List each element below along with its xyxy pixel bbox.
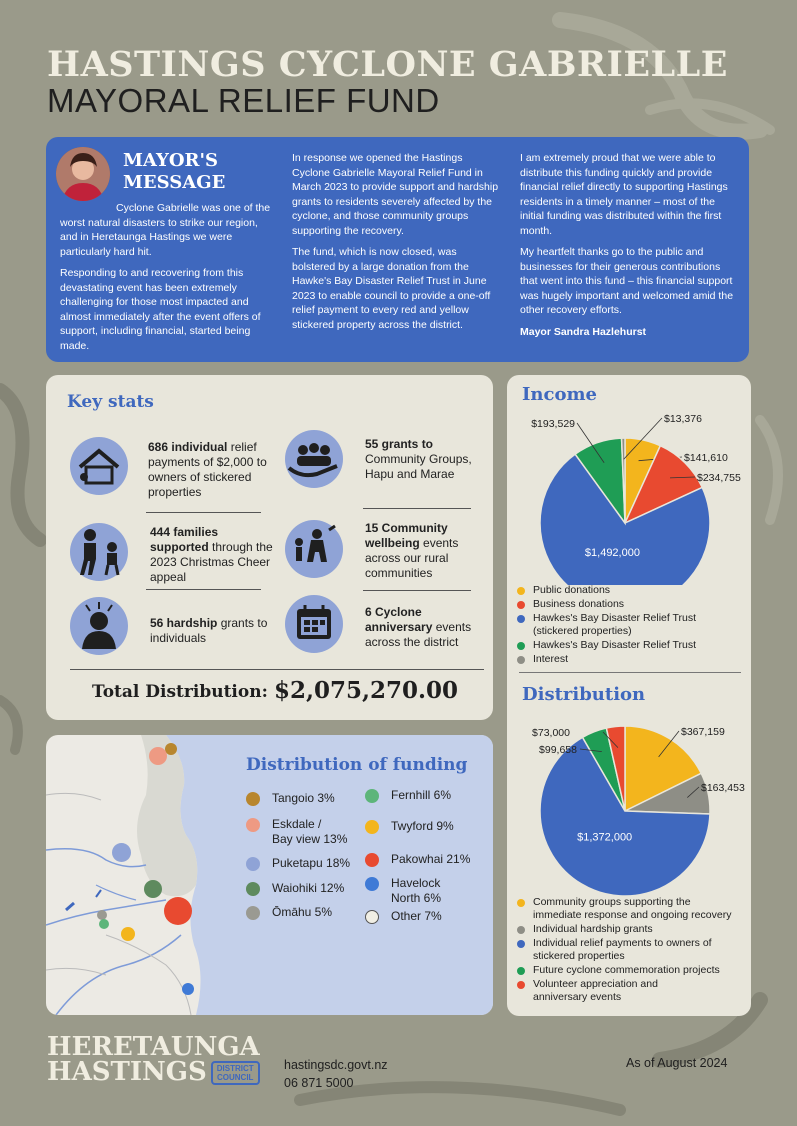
divider [146,512,261,513]
stat-text: through the 2023 Christmas Cheer appeal [150,540,273,584]
legend-dot [517,940,525,948]
legend-label: immediate response and ongoing recovery [533,909,732,921]
page-title-line1: HASTINGS CYCLONE GABRIELLE [47,44,728,85]
mayor-avatar [56,147,110,201]
pie-label: $1,492,000 [584,546,640,559]
pie-label: $13,376 [664,413,702,425]
legend-label: Individual relief payments to owners of [533,937,712,949]
map-marker-twyford [121,927,135,941]
legend-label: Business donations [533,598,625,610]
page-title-line2: MAYORAL RELIEF FUND [47,82,440,119]
total-distribution-label: Total Distribution: [92,682,268,702]
pie-label: $234,755 [697,472,741,484]
legend-item [517,964,747,977]
council-logo [47,1032,260,1087]
pie-label: $73,000 [532,727,570,739]
map-legend-label: Havelock North 6% [391,876,442,905]
legend-dot [517,656,525,664]
pie-label: $141,610 [684,452,728,464]
map-legend-label: Other 7% [391,909,442,923]
distribution-heading: Distribution [522,684,646,705]
map-legend-label: Tangoio 3% [272,791,335,805]
map-legend-label: Twyford 9% [391,819,454,833]
legend-item [517,896,747,922]
legend-label: Hawkes's Bay Disaster Relief Trust [533,612,697,624]
mayor-signature: Mayor Sandra Hazlehurst [520,325,647,338]
income-pie-chart [507,405,751,585]
stat-text: Community Groups, Hapu and Marae [365,452,472,481]
legend-label: stickered properties [533,950,625,962]
map-legend-label: Waiohiki 12% [272,881,345,895]
legend-dot [365,877,379,891]
district-council-badge [211,1061,260,1085]
map-graphic [46,735,493,1015]
message-column-1 [60,201,275,360]
stat-families-supported [150,525,275,585]
stat-individual-payments [148,440,273,500]
as-of-date: As of August 2024 [626,1056,728,1070]
map-legend-label: Puketapu 18% [272,856,351,870]
heading-line1: MAYOR'S [123,150,218,171]
divider [363,590,471,591]
message-paragraph: I am extremely proud that we were able to distribute this funding quickly and provide financial relief directly to supporting Hastings residents in a timely manner – most of the initial funding was distributed within the first month. [520,152,728,237]
distribution-pie-chart [507,709,751,899]
stat-bold: 15 Community wellbeing [365,521,448,550]
legend-dot [365,910,379,924]
divider [519,672,741,673]
message-column-2 [292,151,502,339]
legend-dot [517,899,525,907]
legend-label: (stickered properties) [533,625,632,637]
legend-dot [517,642,525,650]
pie-label: $99,658 [539,744,577,756]
logo-line1: HERETAUNGA [47,1032,260,1062]
contact-info [284,1056,388,1092]
stat-anniversary-events [365,605,485,650]
legend-label: anniversary events [533,991,622,1003]
legend-dot [246,818,260,832]
badge-line2: COUNCIL [217,1072,254,1082]
calendar-icon [285,595,343,653]
map-legend-label: Pakowhai 21% [391,852,471,866]
map-legend-label: Eskdale / Bay view 13% [272,817,348,846]
pie-label: $1,372,000 [577,831,633,844]
message-column-3 [520,151,735,346]
stat-wellbeing-events [365,521,475,581]
legend-dot [517,967,525,975]
legend-dot [246,792,260,806]
legend-dot [517,587,525,595]
income-legend [517,584,745,667]
stat-bold: 686 individual [148,440,228,454]
divider [146,589,261,590]
logo-line2: HASTINGS [47,1057,207,1087]
map-legend-label: Fernhill 6% [391,788,452,802]
mayors-message-panel [46,137,749,362]
message-paragraph: Responding to and recovering from this devastating event has been extremely challenging for those most impacted and almost immediately after the event offers of support, including financial, started being made. [60,267,261,352]
total-distribution-value: $2,075,270.00 [274,677,459,704]
key-stats-panel [46,375,493,720]
distribution-legend [517,896,747,1005]
map-marker-waiohiki [144,880,162,898]
community-icon [285,430,343,488]
legend-dot [517,926,525,934]
pie-label: $367,159 [681,726,725,738]
legend-dot [517,601,525,609]
map-legend-label: Ōmāhu 5% [272,905,333,919]
legend-dot [517,615,525,623]
mayors-message-heading [123,150,225,194]
legend-dot [246,882,260,896]
legend-dot [365,789,379,803]
legend-label: Public donations [533,584,611,596]
legend-dot [246,857,260,871]
legend-item [517,584,745,597]
legend-label: Future cyclone commemoration projects [533,964,720,976]
legend-label: Community groups supporting the [533,896,691,908]
stat-text: events across our rural communities [365,536,459,580]
stat-community-grants [365,437,475,482]
phone-number: 06 871 5000 [284,1076,354,1090]
divider [363,508,471,509]
wellbeing-icon [285,520,343,578]
house-icon [70,437,128,495]
stat-text: events across the district [365,620,472,649]
legend-item [517,639,745,652]
map-marker-fernhill [99,919,109,929]
stat-bold: 56 hardship [150,616,218,630]
stress-icon [70,597,128,655]
map-marker-eskdale [149,747,167,765]
message-paragraph: The fund, which is now closed, was bolstered by a large donation from the Hawke's Bay Disaster Relief Trust in June 2023 to enable council to provide a one-off relief payment to every red and yellow stickered property across the district. [292,246,491,331]
funding-map-heading: Distribution of funding [246,755,468,775]
message-paragraph: Cyclone Gabrielle was one of the worst natural disasters to strike our region, and in Heretaunga Hastings we were particularly hard hit. [60,202,271,258]
family-icon [70,523,128,581]
distribution-map [46,735,493,1015]
map-marker-pakowhai [164,897,192,925]
legend-item [517,653,745,666]
stat-text: grants to individuals [150,616,268,645]
key-stats-heading: Key stats [67,392,154,412]
legend-dot [365,853,379,867]
legend-item [517,937,747,963]
legend-dot [517,981,525,989]
badge-line1: DISTRICT [216,1063,254,1073]
income-distribution-panel [507,375,751,1016]
stat-text: relief payments of $2,000 to owners of stickered properties [148,440,267,499]
income-heading: Income [522,384,597,405]
website-link[interactable]: hastingsdc.govt.nz [284,1058,388,1072]
legend-dot [246,906,260,920]
map-marker-havelock [182,983,194,995]
legend-label: Volunteer appreciation and [533,978,658,990]
legend-item [517,598,745,611]
message-paragraph: My heartfelt thanks go to the public and businesses for their generous contributions that went into this fund – this financial support was hugely important and welcomed amid the other recovery efforts. [520,246,734,316]
stat-bold: 444 families supported [150,525,219,554]
legend-item [517,612,745,638]
stat-bold: 55 grants to [365,437,434,451]
legend-dot [365,820,379,834]
legend-item [517,978,747,1004]
message-paragraph: In response we opened the Hastings Cyclone Gabrielle Mayoral Relief Fund in March 2023 to provide support and hardship grants to residents severely affected by the cyclone, and those community groups supporting the recovery. [292,152,499,237]
stat-bold: 6 Cyclone anniversary [365,605,433,634]
pie-label: $193,529 [531,418,575,430]
map-marker-puketapu [112,843,131,862]
legend-item [517,923,747,936]
divider [70,669,484,670]
pie-label: $163,453 [701,782,745,794]
legend-label: Individual hardship grants [533,923,653,935]
legend-label: Interest [533,653,569,665]
heading-line2: MESSAGE [123,172,226,193]
stat-hardship-grants [150,616,275,646]
legend-label: Hawkes's Bay Disaster Relief Trust [533,639,697,651]
